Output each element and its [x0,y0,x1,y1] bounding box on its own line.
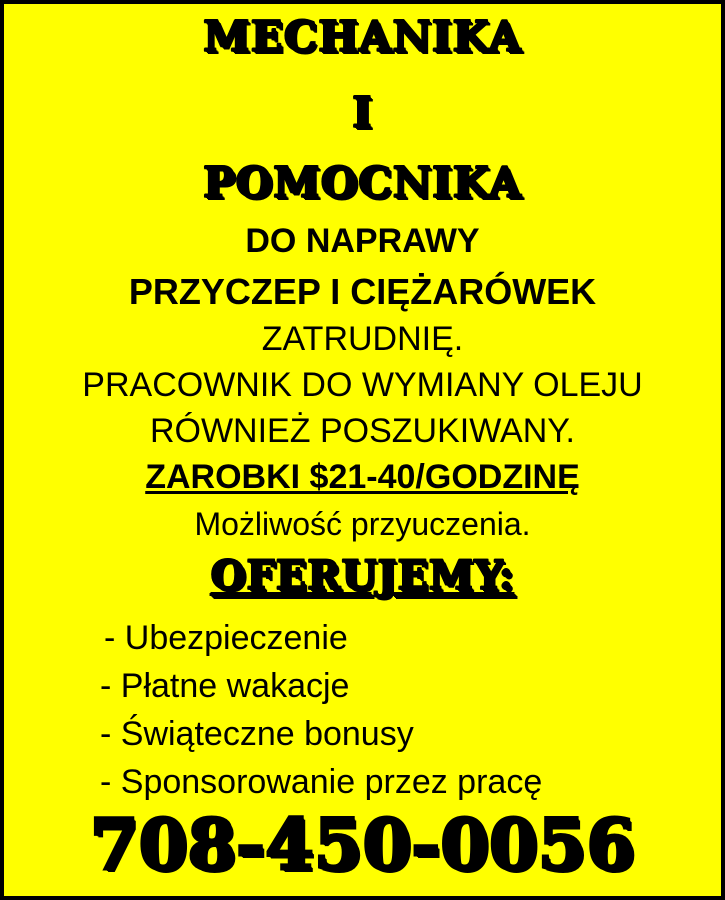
body-line-trailers-trucks: PRZYCZEP I CIĘŻARÓWEK [128,271,597,312]
training-line: Możliwość przyuczenia. [194,506,531,542]
headline-assistant: POMOCNIKA [202,158,523,207]
headline-and: I [352,88,373,137]
salary-line: ZAROBKI $21-40/GODZINĘ [145,458,580,496]
list-item: - Ubezpieczenie [104,619,348,657]
list-item: - Płatne wakacje [100,667,350,705]
list-item: - Świąteczne bonusy [100,715,414,753]
body-line-also-wanted: RÓWNIEŻ POSZUKIWANY. [149,412,576,450]
body-line-oil-change-worker: PRACOWNIK DO WYMIANY OLEJU [82,366,643,404]
body-line-hiring: ZATRUDNIĘ. [261,320,464,358]
offer-heading: OFERUJEMY: [210,552,515,599]
headline-mechanic: MECHANIKA [203,12,522,61]
list-item: - Sponsorowanie przez pracę [100,763,543,801]
phone-number: 708-450-0056 [89,803,636,886]
offer-list [100,620,700,812]
job-advertisement [4,4,721,896]
body-line-repair: DO NAPRAWY [245,222,480,260]
